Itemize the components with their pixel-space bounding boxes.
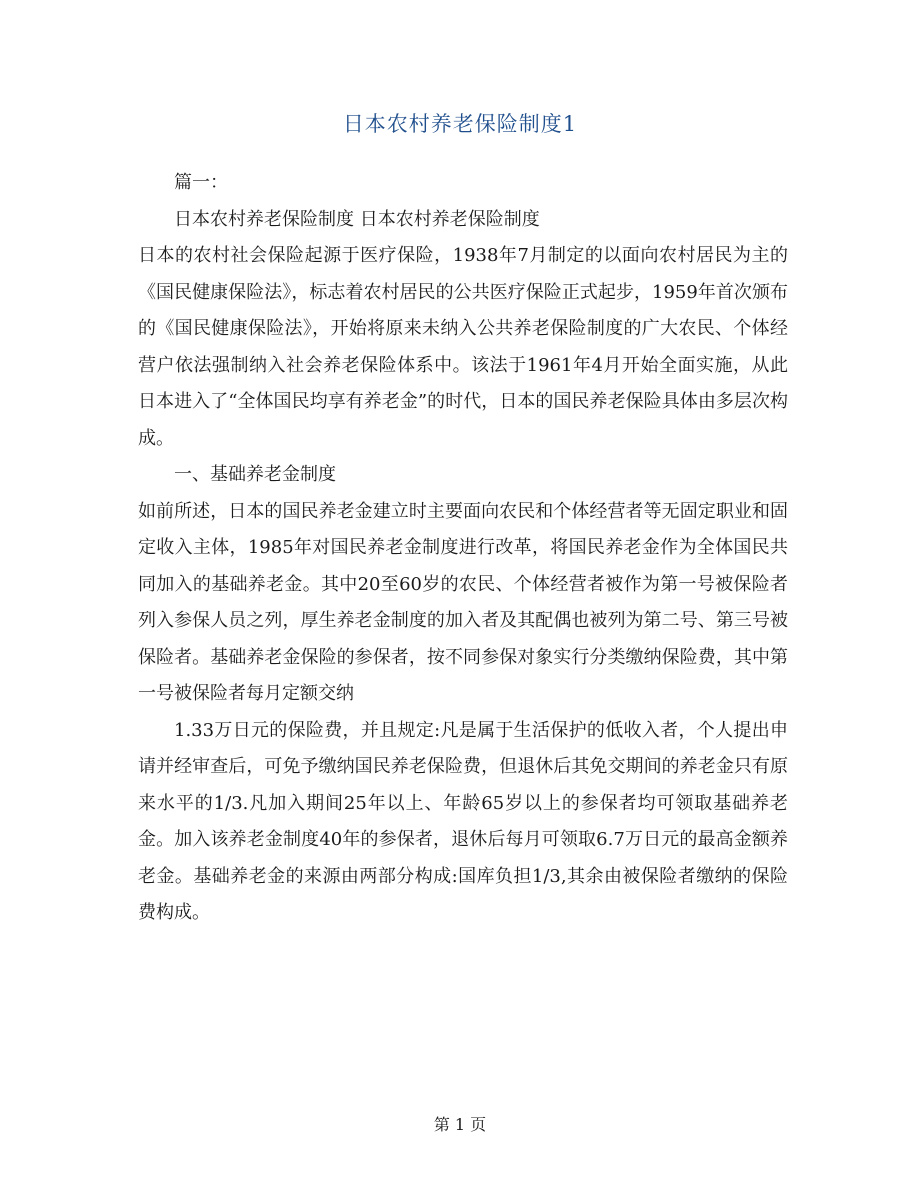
page-number: 第 1 页 bbox=[433, 1115, 487, 1134]
subtitle: 日本农村养老保险制度 日本农村养老保险制度 bbox=[174, 208, 540, 230]
paragraph-premium: 1.33万日元的保险费，并且规定:凡是属于生活保护的低收入者，个人提出申请并经审查后，可免予缴纳国民养老保险费，但退休后其免交期间的养老金只有原来水平的1/3.凡加入期间25年以上、年龄65岁以上的参保者均可领取基础养老金。加入该养老金制度40年的参保者，退休后每月可领取6.7万日元的最高金额养老金。基础养老金的来源由两部分构成:国库负担1/3,其余由被保险者缴纳的保险费构成。 bbox=[138, 719, 788, 923]
section-heading: 一、基础养老金制度 bbox=[174, 464, 336, 485]
part-label: 篇一： bbox=[174, 172, 228, 193]
document-title: 日本农村养老保险制度1 bbox=[342, 112, 578, 136]
paragraph-intro: 日本的农村社会保险起源于医疗保险，1938年7月制定的以面向农村居民为主的《国民健康保险法》，标志着农村居民的公共医疗保险正式起步，1959年首次颁布的《国民健康保险法》，开始将原来未纳入公共养老保险制度的广大农民、个体经营户依法强制纳入社会养老保险体系中。该法于1961年4月开始全面实施，从此日本进入了“全体国民均享有养老金”的时代，日本的国民养老保险具体由多层次构成。 bbox=[138, 245, 788, 449]
paragraph-basic-pension: 如前所述，日本的国民养老金建立时主要面向农民和个体经营者等无固定职业和固定收入主体，1985年对国民养老金制度进行改革，将国民养老金作为全体国民共同加入的基础养老金。其中20至60岁的农民、个体经营者被作为第一号被保险者列入参保人员之列，厚生养老金制度的加入者及其配偶也被列为第二号、第三号被保险者。基础养老金保险的参保者，按不同参保对象实行分类缴纳保险费，其中第一号被保险者每月定额交纳 bbox=[138, 500, 788, 704]
document-body bbox=[138, 165, 788, 932]
